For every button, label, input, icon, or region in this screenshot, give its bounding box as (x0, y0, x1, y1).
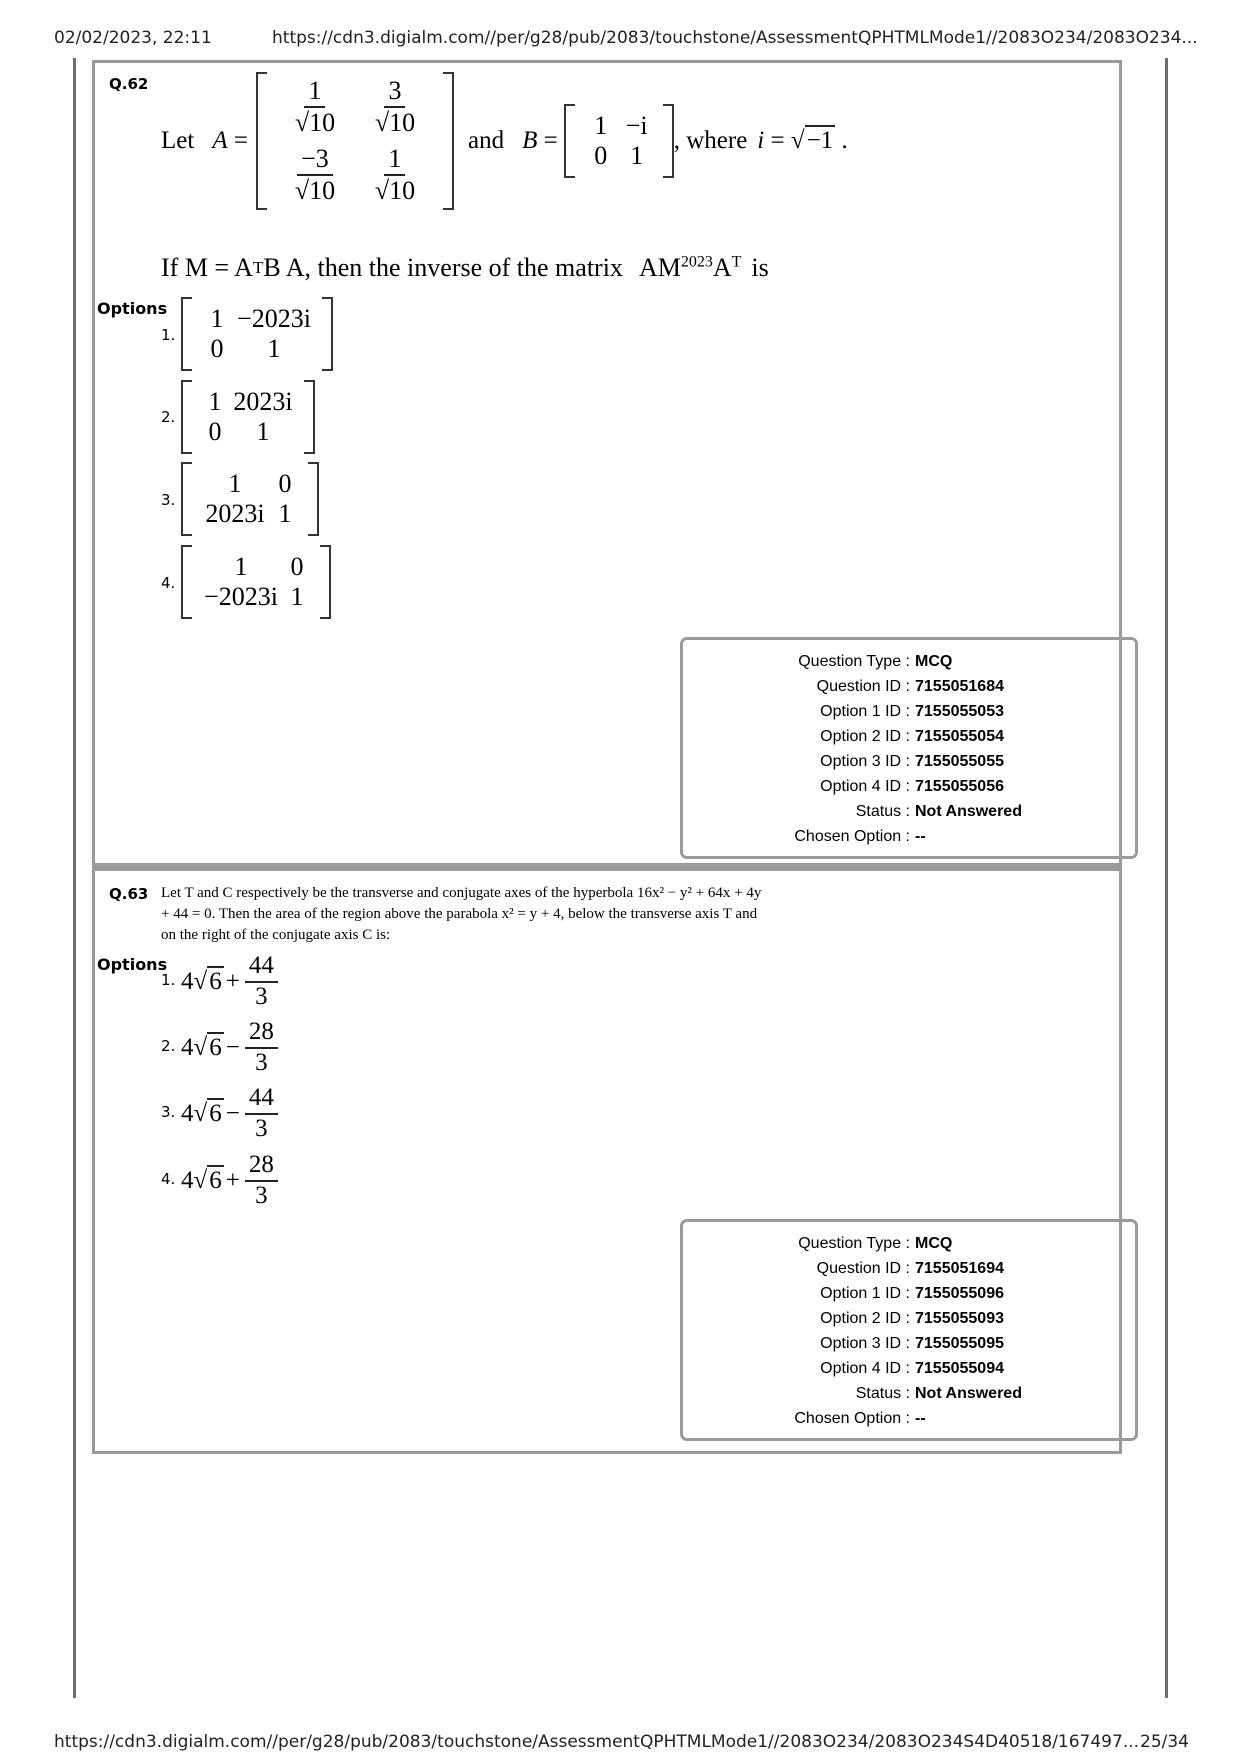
q62-option-3-matrix[interactable]: 1 0 2023i 1 (181, 462, 319, 536)
question-number: Q.63 (109, 885, 149, 903)
q62-option-2-matrix[interactable]: 1 2023i 0 1 (181, 380, 315, 454)
status-value: Not Answered (915, 802, 1022, 820)
option-number: 1. (161, 971, 176, 989)
chosen-option: -- (915, 827, 926, 845)
option-number: 3. (161, 1103, 176, 1121)
option-number: 2. (161, 1037, 176, 1055)
q63-option-3[interactable]: 4√6 − $\frac{44}{3}$ (181, 1083, 281, 1145)
option-2-id: 7155055054 (915, 727, 1004, 745)
matrix-A (256, 72, 454, 210)
q63-option-4[interactable]: 4√6 + $\frac{28}{3}$ (181, 1150, 281, 1212)
matrix-B-cell: −i (625, 111, 648, 140)
option-number: 1. (161, 326, 176, 344)
question-id: 7155051694 (915, 1259, 1004, 1277)
question-type: MCQ (915, 652, 953, 670)
options-label: Options (97, 955, 168, 974)
matrix-B-cell: 1 (594, 111, 608, 140)
q63-statement: Let T and C respectively be the transverse and conjugate axes of the hyperbola 16x² − y² + 64x + 4y + 44 = 0. Then the area of the region above the parabola x² = y + 4, below the transverse axis T and on the right of the conjugate axis C is: (161, 885, 762, 943)
print-url: https://cdn3.digialm.com//per/g28/pub/2083/touchstone/AssessmentQPHTMLMode1//2083O234/2083O234... (272, 28, 1198, 48)
q62-statement-line2: If M = A T B A, then the inverse of the matrix $AM^{2023}A^T$ is (161, 253, 769, 282)
question-63-card (92, 866, 1122, 1454)
option-number: 4. (161, 574, 176, 592)
q62-option-4-matrix[interactable]: 1 0 −2023i 1 (181, 545, 331, 619)
right-border-line (1165, 58, 1168, 1698)
question-type: MCQ (915, 1234, 953, 1252)
q62-meta-panel: Question Type : MCQ Question ID : 7155051684 Option 1 ID : 7155055053 Option 2 ID : 7155055054 Option 3 ID : 7155055055 Option 4 ID : 7155055056 Status : Not Answered Chosen Option : -- (680, 637, 1138, 859)
let-word: Let (161, 127, 195, 154)
option-3-id: 7155055055 (915, 752, 1004, 770)
matrix-A-cell: $\frac{-3}{√10}$ (294, 144, 336, 205)
option-1-id: 7155055053 (915, 702, 1004, 720)
option-2-id: 7155055093 (915, 1309, 1004, 1327)
matrix-B-cell: 1 (630, 141, 644, 170)
option-3-id: 7155055095 (915, 1334, 1004, 1352)
left-border-line (73, 58, 76, 1698)
q63-option-1[interactable]: 4√6 + $\frac{44}{3}$ (181, 951, 281, 1013)
matrix-B-cell: 0 (594, 141, 608, 170)
chosen-option: -- (915, 1409, 926, 1427)
and-word: and (467, 127, 505, 154)
q62-option-1-matrix[interactable]: 1 −2023i 0 1 (181, 297, 333, 371)
question-id: 7155051684 (915, 677, 1004, 695)
print-datetime: 02/02/2023, 22:11 (54, 28, 212, 48)
q62-statement-line1: Let A = $\frac{1}{√10}$ $\frac{3}{√10}$ $\frac{-3}{√10}$ $\frac{1}{√10}$ and B = 1 −i 0 1 , where i = √−1 . (161, 71, 848, 211)
q63-option-2[interactable]: 4√6 − $\frac{28}{3}$ (181, 1017, 281, 1079)
option-4-id: 7155055094 (915, 1359, 1004, 1377)
option-number: 2. (161, 408, 176, 426)
matrix-B (564, 104, 674, 178)
options-label: Options (97, 299, 168, 318)
option-4-id: 7155055056 (915, 777, 1004, 795)
footer-url: https://cdn3.digialm.com//per/g28/pub/2083/touchstone/AssessmentQPHTMLMode1//2083O234/2083O234S4D40518/167497... (54, 1732, 1140, 1752)
option-1-id: 7155055096 (915, 1284, 1004, 1302)
page-number: 25/34 (1140, 1732, 1189, 1752)
matrix-A-cell: $\frac{1}{√10}$ (374, 144, 416, 205)
option-number: 4. (161, 1170, 176, 1188)
where-word: , where (673, 127, 748, 154)
status-value: Not Answered (915, 1384, 1022, 1402)
q63-meta-panel: Question Type : MCQ Question ID : 7155051694 Option 1 ID : 7155055096 Option 2 ID : 7155055093 Option 3 ID : 7155055095 Option 4 ID : 7155055094 Status : Not Answered Chosen Option : -- (680, 1219, 1138, 1441)
matrix-A-cell: $\frac{3}{√10}$ (374, 76, 416, 138)
matrix-A-cell: $\frac{1}{√10}$ (294, 76, 336, 138)
option-number: 3. (161, 491, 176, 509)
question-62-card (92, 60, 1122, 866)
question-number: Q.62 (109, 75, 149, 93)
